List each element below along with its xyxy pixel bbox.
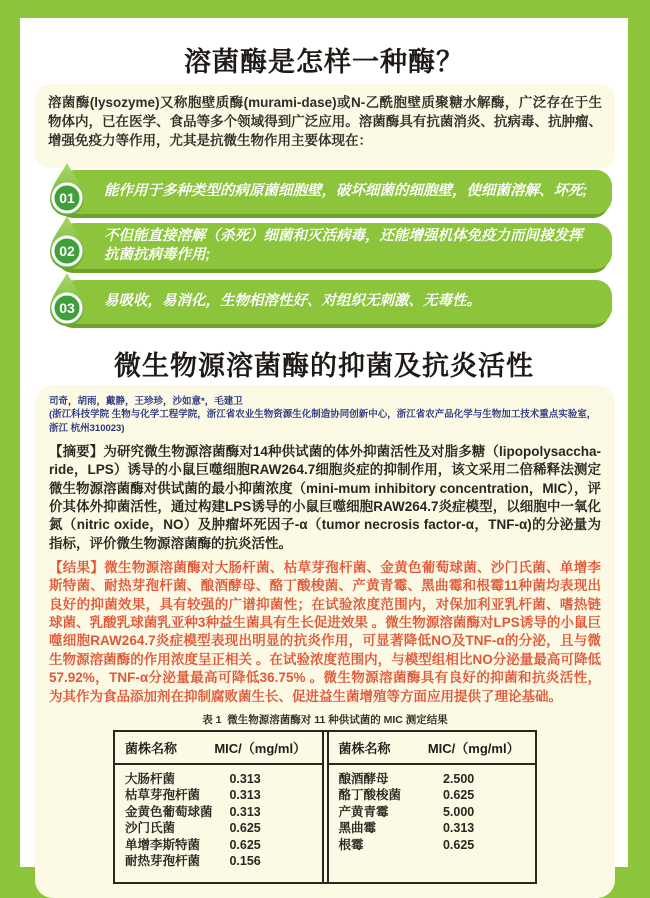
affiliation: (浙江科技学院 生物与化学工程学院，浙江省农业生物资源生化制造协同创新中心，浙江省农产品化学与生物加工技术重点实验室，浙江 杭州310023) bbox=[49, 409, 597, 434]
table-body bbox=[115, 765, 322, 882]
mic-value: 0.625 bbox=[442, 788, 475, 803]
feature-pill bbox=[60, 170, 612, 214]
mic-table-right-half bbox=[327, 732, 536, 882]
results-text: 微生物源溶菌酶对大肠杆菌、枯草芽孢杆菌、金黄色葡萄球菌、沙门氏菌、单增李斯特菌、耐热芽孢杆菌、酿酒酵母、酪丁酸梭菌、产黄青霉、黑曲霉和根霉11种菌均表现出良好的抑菌效果，具有较强的广谱抑菌性；在试验浓度范围内，对保加利亚乳杆菌、嗜热链球菌、乳酸乳球菌乳亚种3种益生菌具有生长促进效果 。微生物源溶菌酶对LPS诱导的小鼠巨噬细胞RAW264.7炎症模型表现出明显的抗炎作用，可显著降低NO及TNF-α的分泌，且与微生物源溶菌酶的作用浓度呈正相关 。在试验浓度范围内，与模型组相比NO分泌量最高可降低57.92%，TNF-α分泌量最高可降低36.75% 。微生物源溶菌酶具有良好的抑菌和抗炎活性，为其作为食品添加剂在抑制腐败菌生长、促进益生菌增殖等方面应用提供了理论基础。 bbox=[49, 560, 602, 704]
feature-item-3 bbox=[60, 280, 612, 324]
strain-name: 单增李斯特菌 bbox=[125, 837, 201, 852]
mic-value: 0.313 bbox=[229, 788, 261, 803]
mic-value: 0.313 bbox=[442, 821, 475, 836]
feature-pill bbox=[60, 223, 612, 269]
strain-name: 沙门氏菌 bbox=[125, 821, 176, 836]
mic-header: MIC/（mg/ml） bbox=[427, 740, 520, 756]
strain-name: 金黄色葡萄球菌 bbox=[125, 804, 213, 819]
mic-value: 0.313 bbox=[229, 804, 261, 819]
droplet-badge-icon bbox=[44, 270, 90, 328]
abstract-label: 【摘要】 bbox=[49, 443, 104, 459]
mic-value: 0.313 bbox=[229, 771, 261, 786]
results-label: 【结果】 bbox=[49, 560, 105, 576]
table-row bbox=[339, 804, 526, 821]
table-row bbox=[125, 820, 312, 837]
table-row bbox=[125, 804, 312, 821]
intro-box bbox=[35, 84, 615, 168]
feature-text: 不但能直接溶解（杀死）细菌和灭活病毒，还能增强机体免疫力而间接发挥抗菌抗病毒作用; bbox=[104, 228, 583, 264]
strain-name: 黑曲霉 bbox=[338, 821, 377, 836]
abstract-text: 为研究微生物源溶菌酶对14种供试菌的体外抑菌活性及对脂多糖（lipopolysaccha-ride，LPS）诱导的小鼠巨噬细胞RAW264.7细胞炎症的抑制作用，该文采用二倍稀释法测定微生物源溶菌酶对供试菌的最小抑菌浓度（mini-mum inhibitory concentration，MIC），评价其体外抑菌活性，通过构建LPS诱导的小鼠巨噬细胞RAW264.7炎症模型，以细胞中一氧化氮（nitric oxide，NO）及肿瘤坏死因子-α（tumor necrosis factor-α，TNF-α)的分泌量为指标，评价微生物源溶菌酶的抗炎活性。 bbox=[49, 443, 601, 551]
table-caption: 表 1 微生物源溶菌酶对 11 种供试菌的 MIC 测定结果 bbox=[202, 713, 448, 726]
strain-name: 产黄青霉 bbox=[338, 804, 389, 819]
mic-value: 0.625 bbox=[442, 837, 475, 852]
table-header-row bbox=[329, 732, 536, 765]
mic-value: 2.500 bbox=[442, 771, 475, 786]
results-paragraph bbox=[49, 559, 601, 706]
table-row bbox=[125, 771, 312, 788]
mic-value: 0.156 bbox=[229, 854, 261, 869]
authors: 司奇，胡雨，戴静，王珍珍，沙如意*，毛建卫 bbox=[49, 396, 243, 407]
item-number: 02 bbox=[59, 243, 75, 259]
strain-name: 枯草芽孢杆菌 bbox=[125, 788, 201, 803]
strain-name: 耐热芽孢杆菌 bbox=[125, 854, 201, 869]
strain-name-header: 菌株名称 bbox=[338, 740, 391, 756]
feature-item-1 bbox=[60, 170, 612, 214]
item-number: 01 bbox=[59, 190, 75, 206]
mic-value: 0.625 bbox=[229, 837, 261, 852]
table-row bbox=[339, 837, 526, 854]
table-row bbox=[125, 853, 312, 870]
content-area bbox=[20, 18, 628, 867]
table-row bbox=[339, 771, 526, 788]
intro-text: 溶菌酶(lysozyme)又称胞壁质酶(murami-dase)或N-乙酰胞壁质聚糖水解酶，广泛存在于生物体内，已在医学、食品等多个领域得到广泛应用。溶菌酶具有抗菌消炎、抗病毒、抗肿瘤、增强免疫力等作用，尤其是抗微生物作用主要体现在： bbox=[48, 95, 602, 149]
mic-header: MIC/（mg/ml） bbox=[214, 740, 307, 756]
mic-value: 5.000 bbox=[442, 804, 475, 819]
strain-name: 大肠杆菌 bbox=[125, 771, 176, 786]
item-number: 03 bbox=[59, 300, 75, 316]
droplet-badge-icon bbox=[44, 160, 90, 218]
feature-pill bbox=[60, 280, 612, 324]
paper-box bbox=[35, 385, 615, 898]
table-row bbox=[125, 837, 312, 854]
mic-value: 0.625 bbox=[229, 821, 261, 836]
table-row bbox=[125, 787, 312, 804]
feature-text: 易吸收，易消化，生物相溶性好、对组织无刺激、无毒性。 bbox=[104, 293, 481, 310]
feature-item-2 bbox=[60, 223, 612, 269]
mic-table-left-half bbox=[115, 732, 324, 882]
mic-table bbox=[113, 730, 537, 884]
strain-name: 酪丁酸梭菌 bbox=[338, 788, 402, 803]
droplet-badge-icon bbox=[44, 213, 90, 271]
section2-title: 微生物源溶菌酶的抑菌及抗炎活性 bbox=[114, 351, 534, 381]
section1-title: 溶菌酶是怎样一种酶？ bbox=[184, 47, 464, 77]
table-row bbox=[339, 787, 526, 804]
table-row bbox=[339, 820, 526, 837]
strain-name: 酿酒酵母 bbox=[338, 771, 389, 786]
feature-text: 能作用于多种类型的病原菌细胞壁，破坏细菌的细胞壁，使细菌溶解、坏死; bbox=[104, 183, 588, 200]
strain-name: 根霉 bbox=[338, 837, 364, 852]
strain-name-header: 菌株名称 bbox=[125, 740, 178, 756]
abstract-paragraph bbox=[49, 443, 601, 553]
table-body bbox=[329, 765, 536, 866]
table-header-row bbox=[115, 732, 322, 765]
